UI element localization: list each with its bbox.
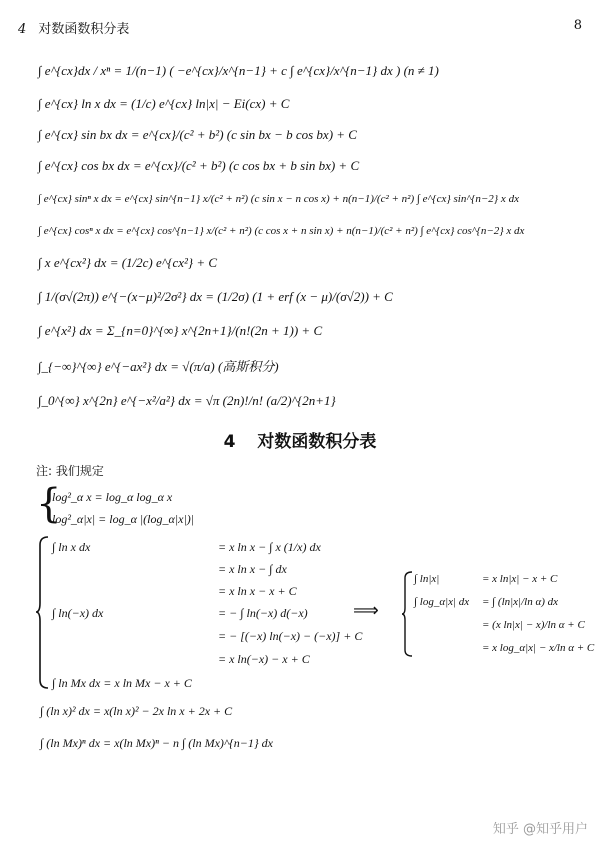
- equation-3: ∫ e^{cx} sin bx dx = e^{cx}/(c² + b²) (c sin bx − b cos bx) + C: [38, 127, 357, 142]
- equation-4: ∫ e^{cx} cos bx dx = e^{cx}/(c² + b²) (c cos bx + b sin bx) + C: [38, 158, 360, 173]
- abs-log-step-3: = x log_α|x| − x/ln α + C: [482, 642, 595, 654]
- equation-9: ∫ e^{x²} dx = Σ_{n=0}^{∞} x^{2n+1}/(n!(2n + 1)) + C: [38, 323, 323, 338]
- section-heading: [0, 427, 600, 452]
- abs-log-step-2: = (x ln|x| − x)/ln α + C: [482, 619, 585, 631]
- header-page-number-right: 8: [573, 18, 582, 33]
- watermark: 知乎 @知乎用户: [492, 822, 588, 837]
- ln-x-step-1: = x ln x − ∫ x (1/x) dx: [218, 540, 321, 554]
- ln-x-step-2: = x ln x − ∫ dx: [218, 562, 287, 576]
- abs-ln-rhs: = x ln|x| − x + C: [482, 573, 558, 585]
- ln-minus-x-lhs: ∫ ln(−x) dx: [52, 606, 104, 620]
- ln-x-lhs: ∫ ln x dx: [52, 540, 91, 554]
- abs-block-brace: [402, 570, 414, 658]
- ln-x-squared-integral: ∫ (ln x)² dx = x(ln x)² − 2x ln x + 2x + C: [40, 704, 233, 718]
- header-left: [18, 18, 129, 37]
- abs-log-lhs: ∫ log_α|x| dx: [414, 596, 470, 608]
- definitions-brace: {: [36, 481, 62, 527]
- header-page-number: 4: [18, 22, 27, 37]
- big-block-brace: [36, 535, 50, 690]
- ln-minus-x-step-3: = x ln(−x) − x + C: [218, 652, 310, 666]
- equation-8: ∫ 1/(σ√(2π)) e^{−(x−μ)²/2σ²} dx = (1/2σ) (1 + erf (x − μ)/(σ√2)) + C: [38, 289, 393, 304]
- ln-mx-power-integral: ∫ (ln Mx)ⁿ dx = x(ln Mx)ⁿ − n ∫ (ln Mx)^{n−1} dx: [40, 736, 274, 750]
- ln-minus-x-step-2: = − [(−x) ln(−x) − (−x)] + C: [218, 629, 363, 643]
- equation-1: ∫ e^{cx}dx / xⁿ = 1/(n−1) ( −e^{cx}/x^{n−1} + c ∫ e^{cx}/x^{n−1} dx ) (n ≠ 1): [38, 63, 439, 78]
- section-title: 对数函数积分表: [257, 432, 377, 452]
- equation-6: ∫ e^{cx} cosⁿ x dx = e^{cx} cos^{n−1} x/(c² + n²) (c cos x + n sin x) + n(n−1)/(c² + n²) ∫ e^{cx} cos^{n−2} x dx: [38, 225, 525, 237]
- equation-7: ∫ x e^{cx²} dx = (1/2c) e^{cx²} + C: [38, 255, 218, 270]
- ln-mx-result: ∫ ln Mx dx = x ln Mx − x + C: [52, 676, 192, 690]
- equation-5: ∫ e^{cx} sinⁿ x dx = e^{cx} sin^{n−1} x/(c² + n²) (c sin x − n cos x) + n(n−1)/(c² + n²) ∫ e^{cx} sin^{n−2} x dx: [38, 193, 519, 205]
- ln-minus-x-step-1: = − ∫ ln(−x) d(−x): [218, 606, 308, 620]
- equation-10: ∫_{−∞}^{∞} e^{−ax²} dx = √(π/a) (高斯积分): [38, 359, 279, 374]
- definition-2: log²_α|x| = log_α |(log_α|x|)|: [52, 512, 195, 526]
- section-number: 4: [223, 432, 236, 452]
- implies-arrow: ⟹: [353, 600, 379, 621]
- definition-1: log²_α x = log_α log_α x: [52, 490, 173, 504]
- abs-ln-lhs: ∫ ln|x|: [414, 573, 440, 585]
- header-section-title: 对数函数积分表: [38, 22, 130, 37]
- equation-11: ∫_0^{∞} x^{2n} e^{−x²/a²} dx = √π (2n)!/n! (a/2)^{2n+1}: [38, 393, 336, 408]
- page-header: [18, 18, 582, 36]
- ln-x-step-3: = x ln x − x + C: [218, 584, 297, 598]
- note-text: 注: 我们规定: [36, 464, 104, 478]
- abs-log-step-1: = ∫ (ln|x|/ln α) dx: [482, 596, 559, 608]
- equation-2: ∫ e^{cx} ln x dx = (1/c) e^{cx} ln|x| − Ei(cx) + C: [38, 96, 290, 111]
